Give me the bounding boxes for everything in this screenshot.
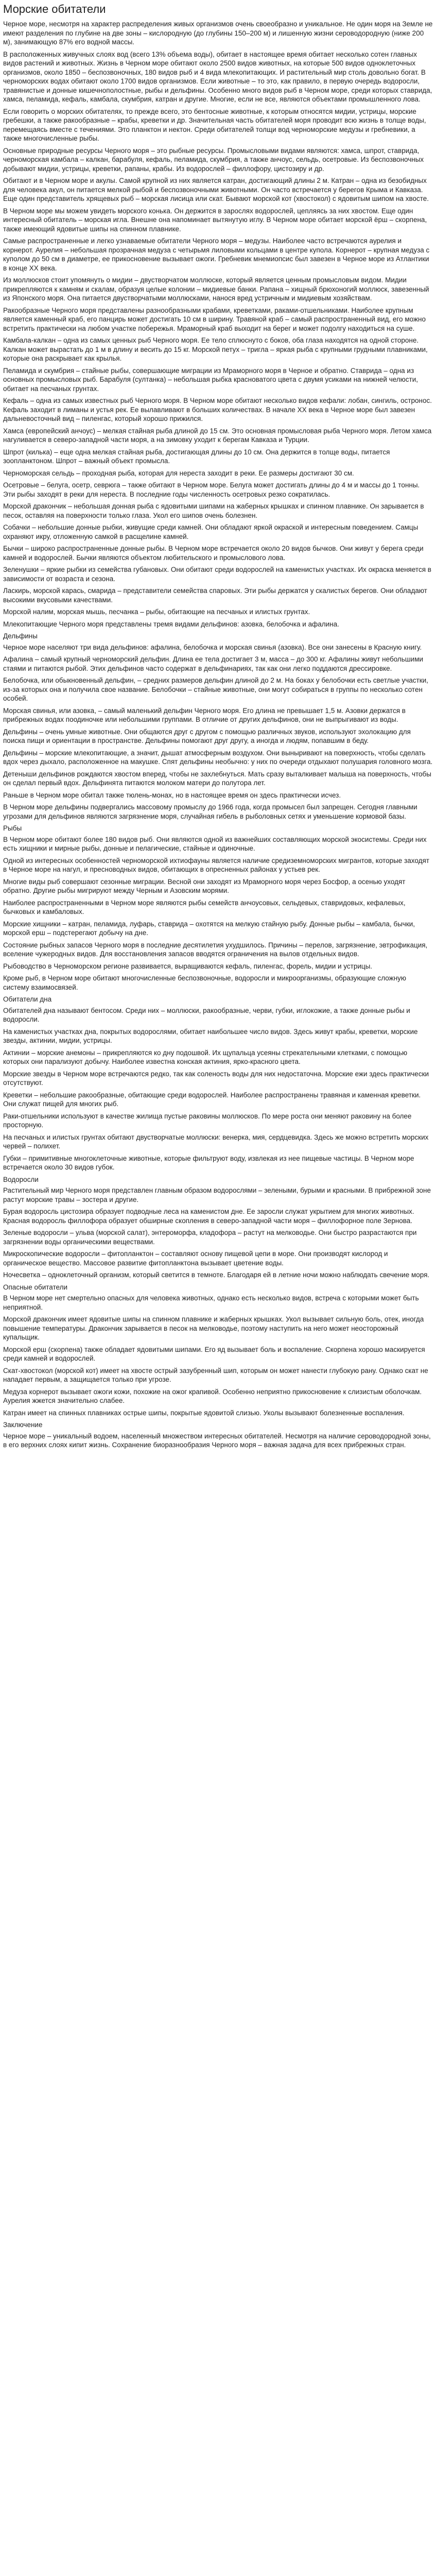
article-paragraph: Морской ерш (скорпена) также обладает ядовитыми шипами. Его яд вызывает боль и воспаление. Скорпена хорошо маскируется среди камней и водорослей.: [3, 1345, 425, 1362]
article-paragraph: Морские звезды в Черном море встречаются редко, так как соленость воды для них недостаточна. Морские ежи здесь практически отсутствуют.: [3, 1070, 429, 1087]
article-paragraph: Рыбоводство в Черноморском регионе развивается, выращиваются кефаль, пиленгас, форель, мидии и устрицы.: [3, 962, 373, 970]
article-paragraph: Обитают и в Черном море и акулы. Самой крупной из них является катран, достигающий длины 2 м. Катран – одна из безобидных для человека акул, он питается мелкой рыбой и беспозвоночными животными. Он часто встречается у берегов Крыма и Кавказа. Еще один представитель хрящевых рыб – морская лисица или скат. Бывают морской кот (хвостокол) с ядовитым шипом на хвосте.: [3, 177, 429, 202]
article-paragraph: Бурая водоросль цистозира образует подводные леса на каменистом дне. Ее заросли служат укрытием для многих животных. Красная водоросль филлофора образует обширные скопления в северо-западной части моря – филлофорное поле Зернова.: [3, 1208, 414, 1225]
article-paragraph: Медуза корнерот вызывает ожоги кожи, похожие на ожог крапивой. Особенно неприятно прикосновение к слизистым оболочкам. Аурелия жжется значительно слабее.: [3, 1387, 422, 1404]
article-paragraph: Кефаль – одна из самых известных рыб Черного моря. В Черном море обитают несколько видов кефали: лобан, сингиль, остронос. Кефаль заходит в лиманы и устья рек. Ее вылавливают в больших количествах. В начале XX века в Черное море был завезен дальневосточный вид – пиленгас, который хорошо прижился.: [3, 397, 432, 422]
article-paragraph: Многие виды рыб совершают сезонные миграции. Весной они заходят из Мраморного моря через Босфор, а осенью уходят обратно. Другие рыбы мигрируют между Черным и Азовским морями.: [3, 877, 406, 894]
article-paragraph: Зеленые водоросли – ульва (морской салат), энтероморфа, кладофора – растут на мелководье. Они быстро разрастаются при загрязнении воды органическими веществами.: [3, 1229, 417, 1246]
article-paragraph: Зеленушки – яркие рыбки из семейства губановых. Они обитают среди водорослей на каменистых участках. Их окраска меняется в зависимости от возраста и сезона.: [3, 566, 431, 583]
article-paragraph: Если говорить о морских обитателях, то прежде всего, это бентосные животные, к которым относятся мидии, устрицы, морские гребешки, а также ракообразные – крабы, креветки и др. Значительная часть обитателей моря проводит всю жизнь в толще воды, перемещаясь вместе с течениями. Это планктон и нектон. Среди обитателей толщи вод черноморские медузы и гребневики, а также многочисленные рыбы.: [3, 107, 426, 142]
section-heading: Водоросли: [3, 1175, 39, 1183]
article-paragraph: Детеныши дельфинов рождаются хвостом вперед, чтобы не захлебнуться. Мать сразу выталкивает малыша на поверхность, чтобы он сделал первый вдох. Дельфинята питаются молоком матери до полутора лет.: [3, 770, 431, 787]
article-paragraph: Черное море, несмотря на характер распределения живых организмов очень своеобразно и уникальное. Не один моря на Земле не имеют разделения по глубине на две зоны – кислородную (до глубины 150–200 м) и лишенную жизни сероводородную (ниже 200 м), занимающую 87% его водной массы.: [3, 20, 433, 46]
article-paragraph: Хамса (европейский анчоус) – мелкая стайная рыба длиной до 15 см. Это основная промысловая рыба Черного моря. Летом хамса нагуливается в северо-западной части моря, а на зимовку уходит к берегам Кавказа и Турции.: [3, 427, 432, 444]
article-paragraph: Черное море населяют три вида дельфинов: афалина, белобочка и морская свинья (азовка). Все они занесены в Красную книгу.: [3, 643, 422, 651]
article-paragraph: В Черном море мы можем увидеть морского конька. Он держится в зарослях водорослей, цепляясь за них хвостом. Еще один интересный обитатель – морская игла. Внешне она напоминает вытянутую иглу. В Черном море обитает морской ёрш – скорпена, также имеющий ядовитые шипы на спинном плавнике.: [3, 207, 427, 233]
article-paragraph: Камбала-калкан – одна из самых ценных рыб Черного моря. Ее тело сплюснуто с боков, оба глаза находятся на одной стороне. Калкан может вырастать до 1 м в длину и весить до 15 кг. Морской петух – тригла – яркая рыба с крупными грудными плавниками, которые она раскрывает как крылья.: [3, 336, 428, 362]
article-paragraph: Дельфины – очень умные животные. Они общаются друг с другом с помощью различных звуков, используют эхолокацию для поиска пищи и ориентации в пространстве. Дельфины помогают друг другу, а иногда и людям, попавшим в беду.: [3, 727, 411, 744]
article-paragraph: Катран имеет на спинных плавниках острые шипы, покрытые ядовитой слизью. Уколы вызывают болезненные воспаления.: [3, 1409, 405, 1417]
article-paragraph: Креветки – небольшие ракообразные, обитающие среди водорослей. Наиболее распространены травяная и каменная креветки. Они служат пищей для многих рыб.: [3, 1091, 421, 1108]
article-paragraph: Морская свинья, или азовка, – самый маленький дельфин Черного моря. Его длина не превышает 1,5 м. Азовки держатся в прибрежных водах поодиночке или небольшими группами. В отличие от других дельфинов, они не выпрыгивают из воды.: [3, 706, 406, 723]
article-paragraph: Состояние рыбных запасов Черного моря в последние десятилетия ухудшилось. Причины – перелов, загрязнение, эвтрофикация, вселение чужеродных видов. Для восстановления запасов вводятся ограничения на вылов отдельных видов.: [3, 941, 428, 958]
article-paragraph: Морские хищники – катран, пеламида, луфарь, ставрида – охотятся на мелкую стайную рыбу. Донные рыбы – камбала, бычки, морской ерш – подстерегают добычу на дне.: [3, 920, 415, 937]
page-title: Морские обитатели: [3, 3, 106, 15]
article-paragraph: В Черном море обитают более 180 видов рыб. Они являются одной из важнейших составляющих морской экосистемы. Среди них есть хищники и мирные рыбы, донные и пелагические, стайные и одиночные.: [3, 835, 427, 852]
article-paragraph: Белобочка, или обыкновенный дельфин, – средних размеров дельфин длиной до 2 м. На боках у белобочки есть светлые участки, из-за которых она и получила свое название. Белобочки – стайные животные, они могут собираться в группы по несколько сотен особей.: [3, 676, 428, 702]
article-paragraph: Дельфины – морские млекопитающие, а значит, дышат атмосферным воздухом. Они выныривают на поверхность, чтобы сделать вдох через дыхало, расположенное на макушке. Спят дельфины необычно: у них по очереди отдыхают полушария головного мозга.: [3, 749, 433, 766]
article-paragraph: Растительный мир Черного моря представлен главным образом водорослями – зелеными, бурыми и красными. В прибрежной зоне растут морские травы – зостера и другие.: [3, 1187, 431, 1204]
article-paragraph: Обитателей дна называют бентосом. Среди них – моллюски, ракообразные, черви, губки, иглокожие, а также донные рыбы и водоросли.: [3, 1006, 410, 1023]
article-paragraph: Раки-отшельники используют в качестве жилища пустые раковины моллюсков. По мере роста они меняют раковину на более просторную.: [3, 1112, 412, 1129]
article-paragraph: Одной из интересных особенностей черноморской ихтиофауны является наличие средиземноморских мигрантов, которые заходят в Черное море на нагул, и пресноводных видов, обитающих в опресненных районах у устьев рек.: [3, 856, 429, 873]
article-paragraph: Бычки – широко распространенные донные рыбы. В Черном море встречается около 20 видов бычков. Они живут у берега среди камней и водорослей. Бычки являются объектом любительского и промыслового лова.: [3, 545, 424, 562]
section-heading: Заключение: [3, 1421, 43, 1429]
article-paragraph: Ласкирь, морской карась, смарида – представители семейства спаровых. Эти рыбы держатся у скалистых берегов. Они обладают высокими вкусовыми качествами.: [3, 587, 427, 604]
article-paragraph: В Черном море дельфины подвергались массовому промыслу до 1966 года, когда промысел был запрещен. Сегодня главными угрозами для дельфинов являются загрязнение моря, случайная гибель в рыболовных сетях и уменьшение кормовой базы.: [3, 803, 417, 820]
article-paragraph: Скат-хвостокол (морской кот) имеет на хвосте острый зазубренный шип, которым он может нанести глубокую рану. Однако скат не нападает первым, а защищается только при угрозе.: [3, 1366, 428, 1383]
article-paragraph: Ночесветка – одноклеточный организм, который светится в темноте. Благодаря ей в летние ночи можно наблюдать свечение моря.: [3, 1271, 430, 1279]
article-paragraph: Млекопитающие Черного моря представлены тремя видами дельфинов: азовка, белобочка и афалина.: [3, 620, 339, 628]
article-paragraph: Раньше в Черном море обитал также тюлень-монах, но в настоящее время он здесь практически исчез.: [3, 791, 341, 799]
article-paragraph: Шпрот (килька) – еще одна мелкая стайная рыба, достигающая длины до 10 см. Она держится в толще воды, питается зоопланктоном. Шпрот – важный объект промысла.: [3, 448, 390, 465]
section-heading: Опасные обитатели: [3, 1283, 68, 1291]
article-paragraph: Морской дракончик – небольшая донная рыба с ядовитыми шипами на жаберных крышках и спинном плавнике. Он зарывается в песок, оставляя на поверхности только глаза. Укол его шипов очень болезнен.: [3, 502, 424, 519]
article-paragraph: Осетровые – белуга, осетр, севрюга – также обитают в Черном море. Белуга может достигать длины до 4 м и массы до 1 тонны. Эти рыбы заходят в реки для нереста. В последние годы численность осетровых резко сократилась.: [3, 481, 420, 498]
article-paragraph: В расположенных живучных слоях вод (всего 13% объема воды), обитает в настоящее время обитает несколько сотен главных видов растений и животных. Жизнь в Черном море обитают около 2500 видов животных, на которые 500 видов одноклеточных организмов, около 1850 – беспозвоночных, 180 видов рыб и 4 вида млекопитающих. И растительный мир столь довольно богат. В черноморских водах обитают около 1700 видов организмов. Если животные – то это, как правило, в первую очередь водоросли, травянистые и донные кишечнополостные, рыбы и дельфины. Особенно много видов рыб в Черном море, среди которых ставрида, хамса, пеламида, кефаль, камбала, скумбрия, катран и другие. Многие, если не все, являются объектами промышленного лова.: [3, 50, 432, 103]
article-paragraph: Черноморская сельдь – проходная рыба, которая для нереста заходит в реки. Ее размеры достигают 30 см.: [3, 469, 354, 477]
article-paragraph: Актинии – морские анемоны – прикрепляются ко дну подошвой. Их щупальца усеяны стрекательными клетками, с помощью которых они парализуют добычу. Наиболее известна конская актиния, ярко-красного цвета.: [3, 1048, 408, 1065]
article-paragraph: В Черном море нет смертельно опасных для человека животных, однако есть несколько видов, встреча с которыми может быть неприятной.: [3, 1294, 419, 1311]
article-paragraph: Афалина – самый крупный черноморский дельфин. Длина ее тела достигает 3 м, масса – до 300 кг. Афалины живут небольшими стаями и питаются рыбой. Этих дельфинов часто содержат в дельфинариях, так как они легко поддаются дрессировке.: [3, 655, 424, 672]
article-paragraph: Наиболее распространенными в Черном море являются рыбы семейств анчоусовых, сельдевых, ставридовых, кефалевых, бычковых и камбаловых.: [3, 899, 406, 916]
article-paragraph: Ракообразные Черного моря представлены разнообразными крабами, креветками, раками-отшельниками. Наиболее крупным является каменный краб, его панцирь может достигать 10 см в ширину. Травяной краб – самый распространенный вид, его можно встретить практически на любом участке побережья. Мраморный краб выходит на берег и может подолгу находиться на суше.: [3, 306, 426, 332]
article-paragraph: Губки – примитивные многоклеточные животные, которые фильтруют воду, извлекая из нее пищевые частицы. В Черном море встречается около 30 видов губок.: [3, 1154, 414, 1171]
section-heading: Обитатели дна: [3, 995, 52, 1003]
article-paragraph: Собачки – небольшие донные рыбки, живущие среди камней. Они обладают яркой окраской и интересным поведением. Самцы охраняют икру, отложенную самкой в расщелине камней.: [3, 523, 418, 540]
article-paragraph: Микроскопические водоросли – фитопланктон – составляют основу пищевой цепи в море. Они производят кислород и органическое вещество. Массовое развитие фитопланктона вызывает цветение воды.: [3, 1250, 388, 1267]
article-body: [3, 20, 433, 1450]
article-paragraph: Морской дракончик имеет ядовитые шипы на спинном плавнике и жаберных крышках. Укол вызывает сильную боль, отек, иногда повышение температуры. Дракончик зарывается в песок на мелководье, поэтому наступить на него может неосторожный купальщик.: [3, 1315, 424, 1341]
article-paragraph: Морской налим, морская мышь, песчанка – рыбы, обитающие на песчаных и илистых грунтах.: [3, 608, 310, 616]
article-paragraph: Кроме рыб, в Черном море обитают многочисленные беспозвоночные, водоросли и микроорганизмы, образующие сложную систему взаимосвязей.: [3, 974, 407, 991]
article-paragraph: На каменистых участках дна, покрытых водорослями, обитает наибольшее число видов. Здесь живут крабы, креветки, морские звезды, актинии, мидии, устрицы.: [3, 1027, 418, 1044]
article-paragraph: Из моллюсков стоит упомянуть о мидии – двустворчатом моллюске, который является ценным промысловым видом. Мидии прикрепляются к камням и скалам, образуя целые колонии – мидиевые банки. Рапана – хищный брюхоногий моллюск, завезенный из Японского моря. Она питается двустворчатыми моллюсками, нанося вред устричным и мидиевым хозяйствам.: [3, 276, 429, 302]
section-heading: Дельфины: [3, 632, 38, 640]
article-paragraph: Пеламида и скумбрия – стайные рыбы, совершающие миграции из Мраморного моря в Черное и обратно. Ставрида – одна из основных промысловых рыб. Барабуля (султанка) – небольшая рыбка красноватого цвета с двумя усиками на нижней челюсти, обитает на песчаных грунтах.: [3, 366, 418, 393]
article-paragraph: На песчаных и илистых грунтах обитают двустворчатые моллюски: венерка, мия, сердцевидка. Здесь же можно встретить морских червей – полихет.: [3, 1133, 429, 1150]
article-paragraph: Черное море – уникальный водоем, населенный множеством интересных обитателей. Несмотря на наличие сероводородной зоны, в его верхних слоях кипит жизнь. Сохранение биоразнообразия Черного моря – важная задача для всех прибрежных стран.: [3, 1432, 431, 1449]
section-heading: Рыбы: [3, 824, 22, 832]
article-paragraph: Самые распространенные и легко узнаваемые обитатели Черного моря – медузы. Наиболее часто встречаются аурелия и корнерот. Аурелия – небольшая прозрачная медуза с четырьмя лиловыми кольцами в центре купола. Корнерот – крупная медуза с куполом до 50 см в диаметре, ее прикосновение вызывает ожоги. Гребневик мнемиопсис был завезен в Черное море из Атлантики в конце XX века.: [3, 237, 430, 272]
article-paragraph: Основные природные ресурсы Черного моря – это рыбные ресурсы. Промысловыми видами являются: хамса, шпрот, ставрида, черноморская камбала – калкан, барабуля, кефаль, пеламида, скумбрия, а также анчоус, сельдь, осетровые. Из беспозвоночных добывают мидии, устрицы, креветки, рапаны, крабы. Из водорослей – филлофору, цистозиру и др.: [3, 146, 424, 173]
